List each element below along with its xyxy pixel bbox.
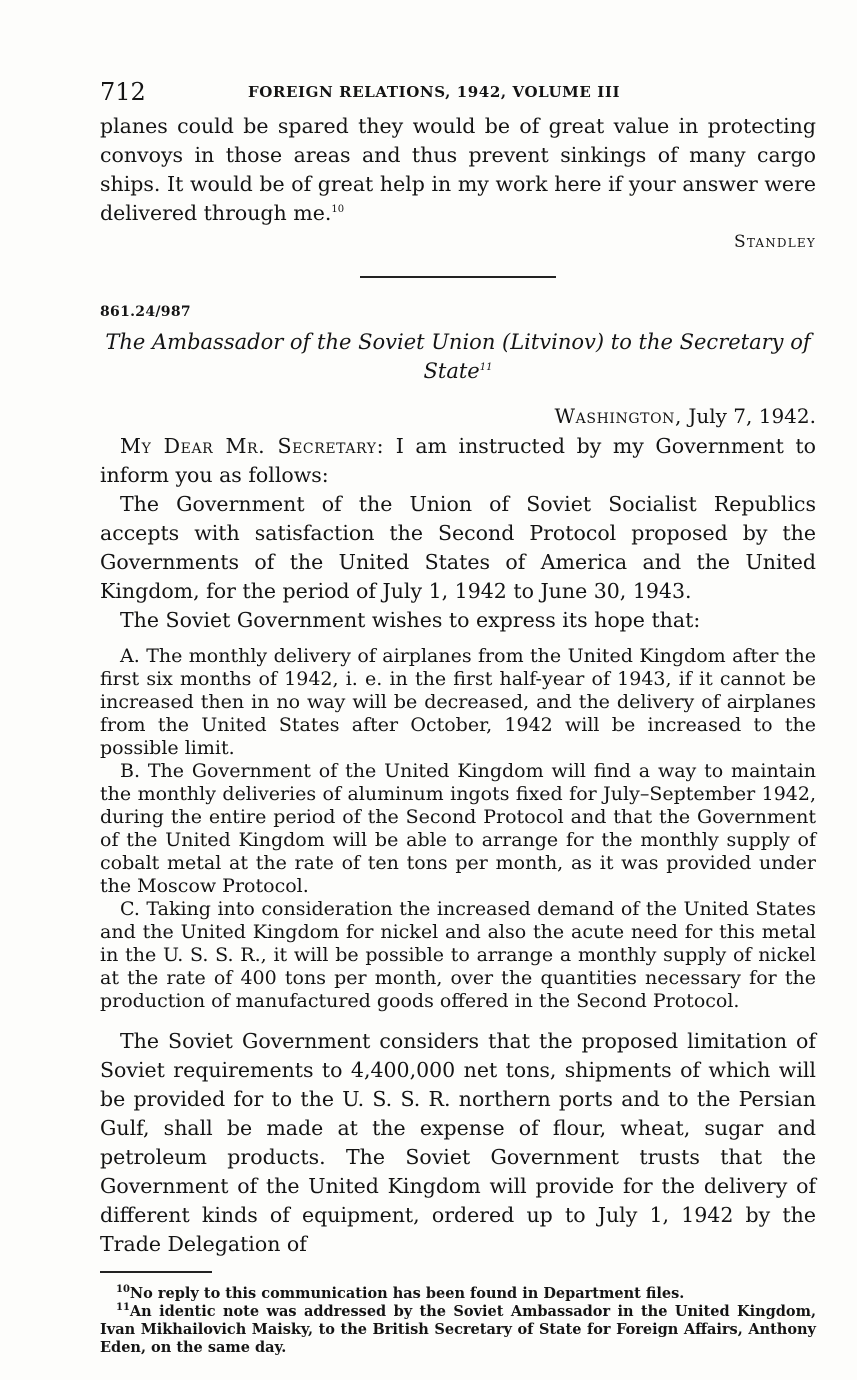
signature: Standley — [733, 232, 816, 252]
footnotes — [100, 1285, 816, 1357]
page-number: 712 — [100, 78, 146, 106]
footnote-10-text: No reply to this communication has been found in Department files. — [129, 1284, 685, 1302]
footnote-10 — [100, 1285, 816, 1303]
continuation-text: planes could be spared they would be of great value in protecting convoys in those areas and thus prevent sinkings of many cargo ships. It would be of great help in my work here if your answer were delivered through me. — [100, 114, 816, 225]
document-title — [100, 328, 816, 386]
running-head: FOREIGN RELATIONS, 1942, VOLUME III — [248, 83, 621, 101]
dateline — [100, 404, 816, 428]
dateline-date: July 7, 1942. — [688, 404, 816, 428]
salutation: My Dear Mr. Secretary: — [120, 434, 385, 458]
dateline-place: Washington, — [554, 404, 682, 428]
list-item-a: A. The monthly delivery of airplanes from the United Kingdom after the first six months of 1942, i. e. in the first half-year of 1943, if it cannot be increased then in no way will be decreased, and the delivery of airplanes from the United States after October, 1942 will be increased to the possible limit. — [100, 645, 816, 759]
footnote-11 — [100, 1303, 816, 1357]
document-page — [100, 78, 816, 1357]
list-item-b: B. The Government of the United Kingdom will find a way to maintain the monthly deliveries of aluminum ingots fixed for July–September 1942, during the entire period of the Second Protocol and that the Government of the United Kingdom will be able to arrange for the monthly supply of cobalt metal at the rate of ten tons per month, as it was provided under the Moscow Protocol. — [100, 760, 816, 897]
paragraph-1: The Government of the Union of Soviet Socialist Republics accepts with satisfaction the Second Protocol proposed by the Governments of the United States of America and the United Kingdom, for the period of July 1, 1942 to June 30, 1943. — [100, 492, 816, 603]
hope-list — [100, 645, 816, 1013]
footnote-divider — [100, 1271, 212, 1273]
footnote-10-number: 10 — [116, 1283, 130, 1295]
opening-text: I am instructed by my Government to inform you as follows: — [100, 434, 816, 487]
file-number: 861.24/987 — [100, 304, 191, 320]
list-item-c: C. Taking into consideration the increased demand of the United States and the United Kingdom for nickel and also the acute need for this metal in the U. S. S. R., it will be possible to arrange a monthly supply of nickel at the rate of 400 tons per month, over the quantities necessary for the production of manufactured goods offered in the Second Protocol. — [100, 898, 816, 1012]
continuation-paragraph — [100, 112, 816, 228]
section-divider — [360, 276, 556, 278]
footnote-11-number: 11 — [116, 1301, 130, 1313]
footnote-ref-10[interactable]: 10 — [331, 204, 345, 216]
footnote-ref-11[interactable]: 11 — [479, 362, 493, 373]
salutation-paragraph — [100, 432, 816, 490]
paragraph-2: The Soviet Government wishes to express its hope that: — [120, 608, 701, 632]
page-header — [100, 78, 816, 112]
paragraph-3: The Soviet Government considers that the proposed limitation of Soviet requirements to 4,400,000 net tons, shipments of which will be provided for to the U. S. S. R. northern ports and to the Persian Gulf, shall be made at the expense of flour, wheat, sugar and petroleum products. The Soviet Government trusts that the Government of the United Kingdom will provide for the delivery of different kinds of equipment, ordered up to July 1, 1942 by the Trade Delegation of — [100, 1029, 816, 1256]
footnote-11-text: An identic note was addressed by the Soviet Ambassador in the United Kingdom, Ivan Mikhailovich Maisky, to the British Secretary of State for Foreign Affairs, Anthony Eden, on the same day. — [100, 1302, 816, 1356]
document-title-text: The Ambassador of the Soviet Union (Litvinov) to the Secretary of State — [105, 330, 811, 383]
